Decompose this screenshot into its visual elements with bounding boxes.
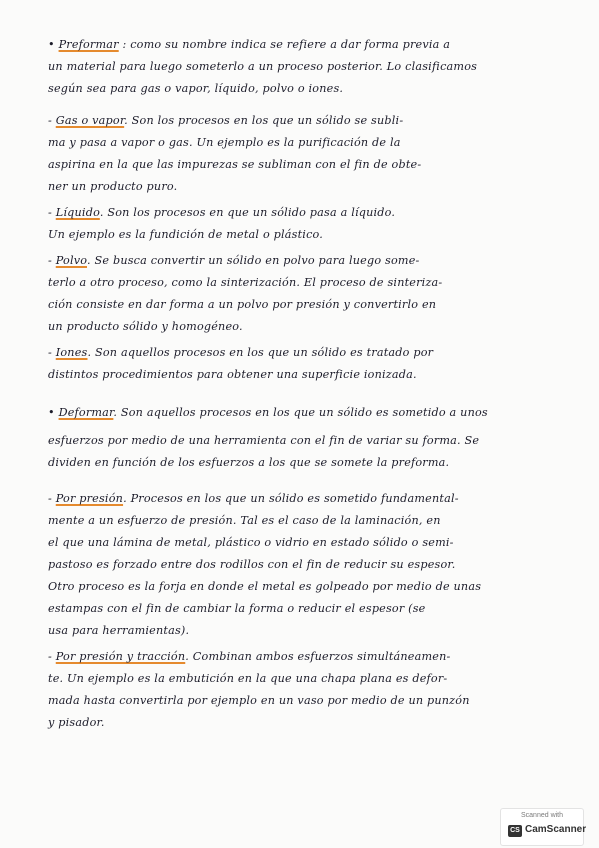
highlighted-term: Polvo bbox=[55, 254, 87, 267]
highlighted-term: Preformar bbox=[58, 38, 119, 51]
note-line: - Iones. Son aquellos procesos en los que un sólido es tratado por bbox=[48, 346, 434, 359]
note-line: Otro proceso es la forja en donde el metal es golpeado por medio de unas bbox=[48, 580, 482, 593]
note-line: - Por presión y tracción. Combinan ambos esfuerzos simultáneamen- bbox=[48, 650, 451, 663]
note-line: terlo a otro proceso, como la sinterización. El proceso de sinteriza- bbox=[48, 276, 443, 289]
note-line: Un ejemplo es la fundición de metal o plástico. bbox=[48, 228, 324, 241]
note-line: te. Un ejemplo es la embutición en la que una chapa plana es defor- bbox=[48, 672, 448, 685]
highlighted-term: Por presión y tracción bbox=[55, 650, 186, 663]
note-line: usa para herramientas). bbox=[48, 624, 190, 637]
watermark-caption: Scanned with bbox=[520, 812, 564, 819]
camscanner-logo-icon: CS bbox=[508, 825, 522, 837]
note-line: aspirina en la que las impurezas se subliman con el fin de obte- bbox=[48, 158, 422, 171]
note-line: según sea para gas o vapor, líquido, polvo o iones. bbox=[48, 82, 344, 95]
watermark-brand: CamScanner bbox=[525, 824, 587, 835]
note-line: dividen en función de los esfuerzos a los que se somete la preforma. bbox=[48, 456, 450, 469]
note-line: esfuerzos por medio de una herramienta con el fin de variar su forma. Se bbox=[48, 434, 480, 447]
camscanner-watermark bbox=[500, 808, 587, 846]
note-line: distintos procedimientos para obtener una superficie ionizada. bbox=[48, 368, 417, 381]
note-line: ner un producto puro. bbox=[48, 180, 178, 193]
note-line: ma y pasa a vapor o gas. Un ejemplo es la purificación de la bbox=[48, 136, 401, 149]
note-line: mada hasta convertirla por ejemplo en un vaso por medio de un punzón bbox=[48, 694, 470, 707]
note-line: estampas con el fin de cambiar la forma o reducir el espesor (se bbox=[48, 602, 426, 615]
note-line: - Gas o vapor. Son los procesos en los que un sólido se subli- bbox=[48, 114, 404, 127]
note-line: mente a un esfuerzo de presión. Tal es el caso de la laminación, en bbox=[48, 514, 441, 527]
note-line: - Polvo. Se busca convertir un sólido en polvo para luego some- bbox=[48, 254, 420, 267]
note-line: un producto sólido y homogéneo. bbox=[48, 320, 243, 333]
note-line: - Por presión. Procesos en los que un sólido es sometido fundamental- bbox=[48, 492, 459, 505]
highlighted-term: Iones bbox=[55, 346, 88, 359]
note-line: y pisador. bbox=[48, 716, 105, 729]
note-line: ción consiste en dar forma a un polvo por presión y convertirlo en bbox=[48, 298, 437, 311]
note-line: • Deformar. Son aquellos procesos en los que un sólido es sometido a unos bbox=[48, 406, 488, 419]
highlighted-term: Líquido bbox=[55, 206, 100, 219]
highlighted-term: Por presión bbox=[55, 492, 124, 505]
highlighted-term: Deformar bbox=[58, 406, 114, 419]
note-line: • Preformar : como su nombre indica se refiere a dar forma previa a bbox=[48, 38, 451, 51]
highlighted-term: Gas o vapor bbox=[55, 114, 125, 127]
note-line: un material para luego someterlo a un proceso posterior. Lo clasificamos bbox=[48, 60, 478, 73]
note-line: el que una lámina de metal, plástico o vidrio en estado sólido o semi- bbox=[48, 536, 454, 549]
note-line: - Líquido. Son los procesos en que un sólido pasa a líquido. bbox=[48, 206, 396, 219]
note-line: pastoso es forzado entre dos rodillos con el fin de reducir su espesor. bbox=[48, 558, 456, 571]
